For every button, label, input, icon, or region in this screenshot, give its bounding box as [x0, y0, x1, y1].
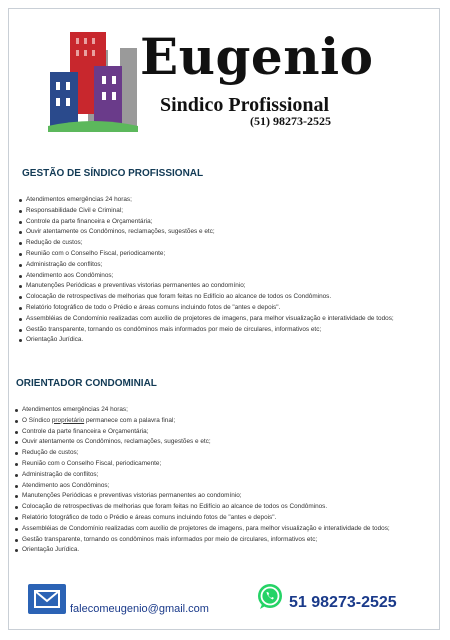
- list-item: Relatório fotográfico de todo o Prédio e áreas comuns incluindo fotos de "antes e depois".: [18, 303, 423, 314]
- list-item: Atendimento aos Condôminos;: [14, 481, 419, 492]
- brand-subtitle: Sindico Profissional: [160, 94, 330, 116]
- buildings-logo: [48, 28, 138, 132]
- list-item: Controle da parte financeira e Orçamentária;: [14, 427, 419, 438]
- list-item: Ouvir atentamente os Condôminos, reclamações, sugestões e etc;: [14, 437, 419, 448]
- list-item: Redução de custos;: [14, 448, 419, 459]
- list-item: Ouvir atentamente os Condôminos, reclamações, sugestões e etc;: [18, 227, 423, 238]
- list-item: Relatório fotográfico de todo o Prédio e áreas comuns incluindo fotos de "antes e depois".: [14, 513, 419, 524]
- list-item: Orientação Jurídica.: [18, 335, 423, 346]
- list-item: Colocação de retrospectivas de melhorias que foram feitas no Edifício ao alcance de todos os Condôminos.: [14, 502, 419, 513]
- list-item: Manutenções Periódicas e preventivas vistorias permanentes ao condomínio;: [18, 281, 423, 292]
- list-item: Controle da parte financeira e Orçamentária;: [18, 217, 423, 228]
- brand-title: Eugenio: [140, 27, 374, 86]
- envelope-icon[interactable]: [28, 584, 66, 614]
- whatsapp-icon[interactable]: [255, 582, 285, 612]
- list-item: Administração de conflitos;: [14, 470, 419, 481]
- services-list-gestao: [18, 195, 423, 346]
- services-list-orientador: [14, 405, 419, 556]
- list-item: Administração de conflitos;: [18, 260, 423, 271]
- list-item: Reunião com o Conselho Fiscal, periodicamente;: [14, 459, 419, 470]
- list-item: Assembléias de Condomínio realizadas com auxílio de projetores de imagens, para melhor visualização e interatividade de todos;: [14, 524, 419, 535]
- email-link[interactable]: falecomeugenio@gmail.com: [70, 603, 209, 615]
- list-item: Atendimentos emergências 24 horas;: [18, 195, 423, 206]
- list-item: Gestão transparente, tornando os condôminos mais informados por meio de circulares, informativos etc;: [14, 535, 419, 546]
- list-item: Manutenções Periódicas e preventivas vistorias permanentes ao condomínio;: [14, 491, 419, 502]
- footer-phone[interactable]: 51 98273-2525: [289, 594, 397, 611]
- list-item: Atendimentos emergências 24 horas;: [14, 405, 419, 416]
- section-title-orientador: ORIENTADOR CONDOMINIAL: [16, 378, 157, 389]
- list-item: O Síndico proprietário permanece com a palavra final;: [14, 416, 419, 427]
- list-item: Redução de custos;: [18, 238, 423, 249]
- list-item: Reunião com o Conselho Fiscal, periodicamente;: [18, 249, 423, 260]
- list-item: Gestão transparente, tornando os condôminos mais informados por meio de circulares, informativos etc;: [18, 325, 423, 336]
- list-item: Responsabilidade Civil e Criminal;: [18, 206, 423, 217]
- header-phone: (51) 98273-2525: [250, 114, 331, 128]
- list-item: Assembléias de Condomínio realizadas com auxílio de projetores de imagens, para melhor visualização e interatividade de todos;: [18, 314, 423, 325]
- section-title-gestao: GESTÃO DE SÍNDICO PROFISSIONAL: [22, 168, 204, 179]
- list-item: Atendimento aos Condôminos;: [18, 271, 423, 282]
- list-item: Orientação Jurídica.: [14, 545, 419, 556]
- list-item: Colocação de retrospectivas de melhorias que foram feitas no Edifício ao alcance de todos os Condôminos.: [18, 292, 423, 303]
